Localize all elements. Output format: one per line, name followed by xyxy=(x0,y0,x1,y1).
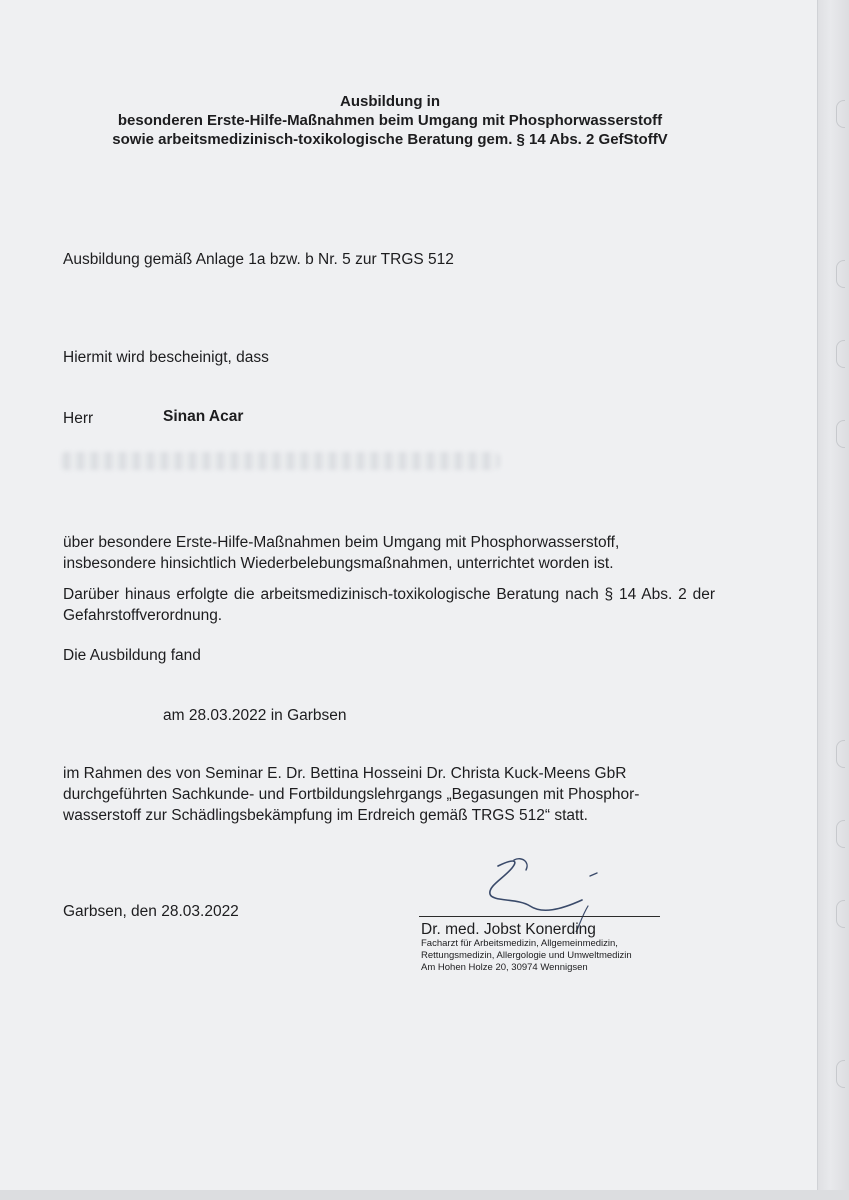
signatory-name: Dr. med. Jobst Konerding xyxy=(421,921,596,938)
redacted-birth-details xyxy=(60,452,500,470)
punch-hole xyxy=(836,1060,845,1088)
context-line-2: durchgeführten Sachkunde- und Fortbildungslehrgangs „Begasungen mit Phosphor- xyxy=(63,786,640,803)
title-line-3: sowie arbeitsmedizinisch-toxikologische Beratung gem. § 14 Abs. 2 GefStoffV xyxy=(112,131,668,148)
signature-line xyxy=(419,916,660,917)
signatory-info-line-3: Am Hohen Holze 20, 30974 Wennigsen xyxy=(421,962,588,973)
title-line-1: Ausbildung in xyxy=(340,93,440,110)
context-line-3: wasserstoff zur Schädlingsbekämpfung im Erdreich gemäß TRGS 512“ statt. xyxy=(63,807,588,824)
training-intro: Die Ausbildung fand xyxy=(63,647,201,664)
sheet-protector-edge xyxy=(817,0,849,1200)
person-name: Sinan Acar xyxy=(163,408,244,425)
consultation-paragraph: Darüber hinaus erfolgte die arbeitsmedizinisch-toxikologische Beratung nach § 14 Abs. 2 der Gefahrstoffverordnung. xyxy=(63,586,715,624)
place-date: Garbsen, den 28.03.2022 xyxy=(63,903,239,920)
punch-hole xyxy=(836,900,845,928)
punch-hole xyxy=(836,820,845,848)
body-line-2: insbesondere hinsichtlich Wiederbelebungsmaßnahmen, unterrichtet worden ist. xyxy=(63,555,614,572)
sheet-bottom-edge xyxy=(0,1190,849,1200)
body-line-1: über besondere Erste-Hilfe-Maßnahmen beim Umgang mit Phosphorwasserstoff, xyxy=(63,534,620,551)
certify-intro: Hiermit wird bescheinigt, dass xyxy=(63,349,269,366)
punch-hole xyxy=(836,340,845,368)
punch-hole xyxy=(836,260,845,288)
training-basis: Ausbildung gemäß Anlage 1a bzw. b Nr. 5 zur TRGS 512 xyxy=(63,251,454,268)
punch-hole xyxy=(836,420,845,448)
punch-hole xyxy=(836,100,845,128)
punch-hole xyxy=(836,740,845,768)
context-line-1: im Rahmen des von Seminar E. Dr. Bettina Hosseini Dr. Christa Kuck-Meens GbR xyxy=(63,765,627,782)
training-date-place: am 28.03.2022 in Garbsen xyxy=(163,707,347,724)
title-line-2: besonderen Erste-Hilfe-Maßnahmen beim Umgang mit Phosphorwasserstoff xyxy=(117,112,663,129)
signatory-info-line-2: Rettungsmedizin, Allergologie und Umweltmedizin xyxy=(421,950,632,961)
salutation: Herr xyxy=(63,410,94,427)
signatory-info-line-1: Facharzt für Arbeitsmedizin, Allgemeinmedizin, xyxy=(421,938,618,949)
